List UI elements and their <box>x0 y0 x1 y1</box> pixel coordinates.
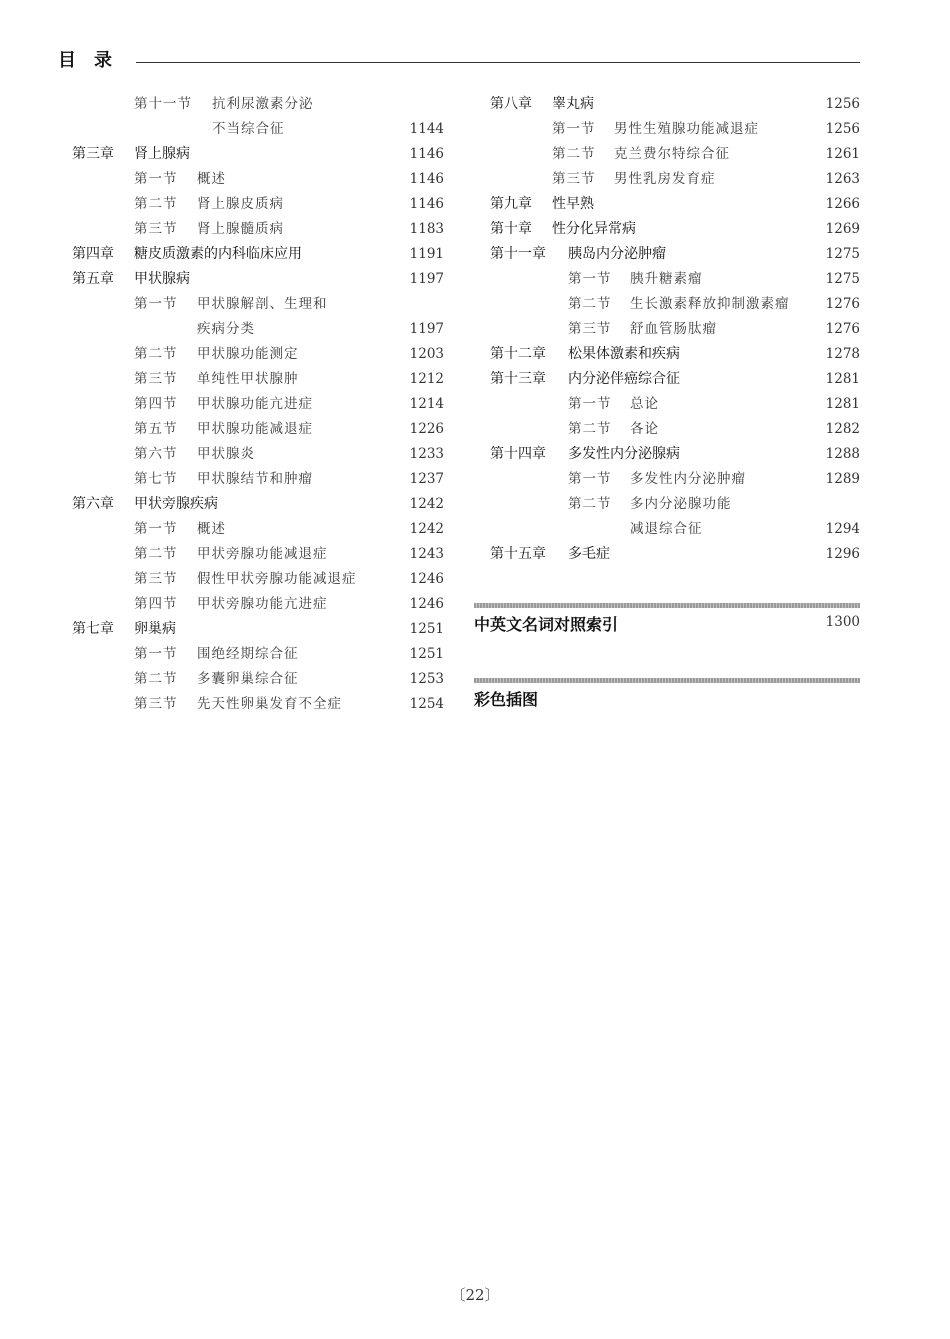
toc-entry-title: 甲状腺解剖、生理和 <box>197 296 328 312</box>
toc-entry-number: 第三章 <box>72 146 114 162</box>
toc-section-entry[interactable] <box>72 692 444 717</box>
toc-entry-number: 第二节 <box>552 146 596 162</box>
toc-entry-title: 甲状腺功能测定 <box>197 346 299 362</box>
toc-entry-title: 甲状旁腺功能减退症 <box>197 546 328 562</box>
toc-entry-number: 第六节 <box>134 446 178 462</box>
toc-entry-page-number: 1275 <box>825 271 860 287</box>
index-page-number: 1300 <box>825 614 860 630</box>
toc-entry-page-number: 1296 <box>825 546 860 562</box>
toc-entry-page-number: 1246 <box>409 596 444 612</box>
toc-entry-title: 疾病分类 <box>197 321 255 337</box>
toc-entry-number: 第三节 <box>134 221 178 237</box>
toc-chapter-entry[interactable] <box>72 267 444 292</box>
toc-entry-number: 第二节 <box>568 296 612 312</box>
toc-entry-page-number: 1266 <box>825 196 860 212</box>
toc-section-entry[interactable] <box>490 167 860 192</box>
toc-entry-number: 第四节 <box>134 596 178 612</box>
toc-entry-title: 甲状腺结节和肿瘤 <box>197 471 313 487</box>
toc-entry-page-number: 1144 <box>409 121 444 137</box>
toc-entry-number: 第十五章 <box>490 546 546 562</box>
toc-entry-title: 卵巢病 <box>134 621 176 637</box>
toc-entry-title: 睾丸病 <box>552 96 594 112</box>
toc-entry-title: 甲状腺功能亢进症 <box>197 396 313 412</box>
toc-chapter-entry[interactable] <box>490 92 860 117</box>
toc-entry-number: 第四章 <box>72 246 114 262</box>
toc-section-entry[interactable] <box>490 467 860 492</box>
toc-entry-page-number: 1261 <box>825 146 860 162</box>
toc-entry-page-number: 1281 <box>825 371 860 387</box>
toc-entry-title: 多囊卵巢综合征 <box>197 671 299 687</box>
toc-section-entry[interactable] <box>72 192 444 217</box>
toc-entry-title: 假性甲状旁腺功能减退症 <box>197 571 357 587</box>
toc-entry-title: 各论 <box>630 421 659 437</box>
footer-page-number: 〔22〕 <box>450 1286 500 1304</box>
toc-entry-title: 多毛症 <box>568 546 610 562</box>
toc-section-entry[interactable] <box>490 142 860 167</box>
toc-section-entry[interactable] <box>490 267 860 292</box>
toc-entry-number: 第八章 <box>490 96 532 112</box>
toc-section-entry[interactable] <box>72 542 444 567</box>
toc-entry-number: 第三节 <box>134 371 178 387</box>
toc-entry-page-number: 1183 <box>409 221 444 237</box>
toc-entry-number: 第六章 <box>72 496 114 512</box>
toc-entry-page-number: 1256 <box>825 121 860 137</box>
toc-entry-number: 第十四章 <box>490 446 546 462</box>
toc-chapter-entry[interactable] <box>490 192 860 217</box>
toc-entry-page-number: 1191 <box>409 246 444 262</box>
toc-chapter-entry[interactable] <box>72 142 444 167</box>
toc-entry-title: 舒血管肠肽瘤 <box>630 321 717 337</box>
toc-section-entry[interactable] <box>72 342 444 367</box>
toc-entry-title: 松果体激素和疾病 <box>568 346 680 362</box>
toc-entry-title: 男性生殖腺功能减退症 <box>614 121 759 137</box>
header-title: 目 录 <box>58 50 112 71</box>
toc-entry-page-number: 1146 <box>409 146 444 162</box>
toc-entry-title: 性早熟 <box>552 196 594 212</box>
toc-entry-page-number: 1294 <box>825 521 860 537</box>
toc-entry-number: 第九章 <box>490 196 532 212</box>
toc-entry-number: 第三节 <box>134 571 178 587</box>
toc-entry-page-number: 1253 <box>409 671 444 687</box>
toc-entry-number: 第一节 <box>134 296 178 312</box>
toc-entry-title: 胰岛内分泌肿瘤 <box>568 246 666 262</box>
toc-section-entry[interactable] <box>72 667 444 692</box>
toc-section-entry[interactable] <box>490 392 860 417</box>
toc-entry-number: 第二节 <box>568 496 612 512</box>
toc-entry-page-number: 1263 <box>825 171 860 187</box>
toc-entry-number: 第一节 <box>568 471 612 487</box>
toc-section-entry[interactable] <box>490 317 860 342</box>
toc-entry-number: 第五章 <box>72 271 114 287</box>
toc-entry-number: 第五节 <box>134 421 178 437</box>
toc-section-entry[interactable] <box>490 292 860 317</box>
index-divider <box>474 603 860 608</box>
toc-entry-page-number: 1197 <box>409 271 444 287</box>
toc-right-column <box>490 92 860 567</box>
toc-entry-continuation[interactable] <box>72 317 444 342</box>
toc-entry-number: 第十一节 <box>134 96 192 112</box>
toc-entry-title: 不当综合征 <box>212 121 285 137</box>
toc-section-entry[interactable] <box>490 117 860 142</box>
toc-chapter-entry[interactable] <box>490 217 860 242</box>
toc-entry-title: 甲状腺功能减退症 <box>197 421 313 437</box>
toc-entry-number: 第十一章 <box>490 246 546 262</box>
toc-entry-title: 肾上腺病 <box>134 146 190 162</box>
toc-chapter-entry[interactable] <box>72 492 444 517</box>
toc-entry-title: 肾上腺髓质病 <box>197 221 284 237</box>
toc-entry-page-number: 1146 <box>409 196 444 212</box>
toc-entry-continuation[interactable] <box>72 117 444 142</box>
toc-entry-number: 第二节 <box>134 546 178 562</box>
toc-chapter-entry[interactable] <box>490 542 860 567</box>
toc-entry-page-number: 1233 <box>409 446 444 462</box>
index-title[interactable]: 中英文名词对照索引 <box>474 615 619 634</box>
toc-section-entry[interactable] <box>72 392 444 417</box>
toc-entry-title: 克兰费尔特综合征 <box>614 146 730 162</box>
toc-section-entry[interactable] <box>72 567 444 592</box>
toc-entry-page-number: 1251 <box>409 646 444 662</box>
toc-entry-page-number: 1242 <box>409 496 444 512</box>
toc-section-entry[interactable] <box>72 442 444 467</box>
toc-entry-page-number: 1214 <box>409 396 444 412</box>
toc-chapter-entry[interactable] <box>490 367 860 392</box>
toc-entry-number: 第一节 <box>134 646 178 662</box>
toc-section-entry[interactable] <box>72 467 444 492</box>
toc-entry-number: 第四节 <box>134 396 178 412</box>
toc-entry-page-number: 1197 <box>409 321 444 337</box>
toc-section-entry[interactable] <box>72 417 444 442</box>
toc-entry-page-number: 1254 <box>409 696 444 712</box>
toc-entry-title: 甲状腺病 <box>134 271 190 287</box>
toc-entry-number: 第一节 <box>134 171 178 187</box>
toc-entry-title: 内分泌伴癌综合征 <box>568 371 680 387</box>
header-rule <box>136 62 860 63</box>
toc-entry-title: 抗利尿激素分泌 <box>212 96 314 112</box>
toc-section-entry[interactable] <box>72 592 444 617</box>
toc-section-entry[interactable] <box>72 642 444 667</box>
toc-entry-title: 总论 <box>630 396 659 412</box>
toc-entry-number: 第七节 <box>134 471 178 487</box>
toc-entry-page-number: 1282 <box>825 421 860 437</box>
toc-entry-number: 第三节 <box>568 321 612 337</box>
toc-entry-page-number: 1243 <box>409 546 444 562</box>
toc-entry-title: 男性乳房发育症 <box>614 171 716 187</box>
toc-entry-title: 多发性内分泌肿瘤 <box>630 471 746 487</box>
toc-section-entry[interactable] <box>72 167 444 192</box>
toc-entry-number: 第三节 <box>552 171 596 187</box>
toc-left-column <box>72 92 444 717</box>
toc-entry-page-number: 1275 <box>825 246 860 262</box>
toc-entry-page-number: 1226 <box>409 421 444 437</box>
toc-entry-number: 第七章 <box>72 621 114 637</box>
toc-entry-continuation[interactable] <box>490 517 860 542</box>
toc-entry-page-number: 1281 <box>825 396 860 412</box>
toc-entry-title: 性分化异常病 <box>552 221 636 237</box>
toc-section-entry[interactable] <box>72 367 444 392</box>
toc-entry-title: 概述 <box>197 171 226 187</box>
toc-entry-page-number: 1276 <box>825 321 860 337</box>
toc-entry-page-number: 1269 <box>825 221 860 237</box>
toc-entry-number: 第一节 <box>134 521 178 537</box>
toc-entry-page-number: 1256 <box>825 96 860 112</box>
color-plates-title[interactable]: 彩色插图 <box>474 690 539 709</box>
toc-entry-page-number: 1203 <box>409 346 444 362</box>
toc-entry-page-number: 1242 <box>409 521 444 537</box>
toc-entry-page-number: 1237 <box>409 471 444 487</box>
toc-entry-title: 概述 <box>197 521 226 537</box>
toc-entry-number: 第二节 <box>134 671 178 687</box>
toc-entry-page-number: 1276 <box>825 296 860 312</box>
toc-entry-title: 多内分泌腺功能 <box>630 496 732 512</box>
toc-section-entry[interactable] <box>490 417 860 442</box>
toc-entry-title: 多发性内分泌腺病 <box>568 446 680 462</box>
toc-entry-title: 围绝经期综合征 <box>197 646 299 662</box>
toc-entry-title: 甲状腺炎 <box>197 446 255 462</box>
toc-entry-title: 肾上腺皮质病 <box>197 196 284 212</box>
toc-entry-page-number: 1278 <box>825 346 860 362</box>
toc-entry-number: 第二节 <box>134 346 178 362</box>
toc-entry-number: 第一节 <box>568 271 612 287</box>
toc-entry-page-number: 1246 <box>409 571 444 587</box>
page-header <box>58 50 860 74</box>
toc-section-entry[interactable] <box>72 292 444 317</box>
toc-entry-number: 第一节 <box>552 121 596 137</box>
toc-chapter-entry[interactable] <box>490 242 860 267</box>
toc-entry-number: 第一节 <box>568 396 612 412</box>
toc-entry-page-number: 1251 <box>409 621 444 637</box>
toc-entry-title: 先天性卵巢发育不全症 <box>197 696 342 712</box>
toc-section-entry[interactable] <box>72 92 444 117</box>
toc-entry-title: 胰升糖素瘤 <box>630 271 703 287</box>
toc-entry-page-number: 1288 <box>825 446 860 462</box>
toc-section-entry[interactable] <box>490 492 860 517</box>
toc-chapter-entry[interactable] <box>72 242 444 267</box>
toc-entry-number: 第三节 <box>134 696 178 712</box>
toc-entry-title: 甲状旁腺疾病 <box>134 496 218 512</box>
toc-entry-title: 生长激素释放抑制激素瘤 <box>630 296 790 312</box>
plates-divider <box>474 678 860 683</box>
toc-entry-title: 糖皮质激素的内科临床应用 <box>134 246 302 262</box>
toc-entry-number: 第二节 <box>134 196 178 212</box>
toc-entry-number: 第十三章 <box>490 371 546 387</box>
toc-section-entry[interactable] <box>72 217 444 242</box>
toc-entry-number: 第二节 <box>568 421 612 437</box>
toc-entry-number: 第十二章 <box>490 346 546 362</box>
toc-entry-page-number: 1146 <box>409 171 444 187</box>
toc-chapter-entry[interactable] <box>72 617 444 642</box>
toc-entry-number: 第十章 <box>490 221 532 237</box>
toc-entry-page-number: 1289 <box>825 471 860 487</box>
toc-entry-title: 单纯性甲状腺肿 <box>197 371 299 387</box>
toc-chapter-entry[interactable] <box>490 342 860 367</box>
toc-entry-title: 甲状旁腺功能亢进症 <box>197 596 328 612</box>
toc-entry-page-number: 1212 <box>409 371 444 387</box>
toc-entry-title: 减退综合征 <box>630 521 703 537</box>
toc-chapter-entry[interactable] <box>490 442 860 467</box>
toc-section-entry[interactable] <box>72 517 444 542</box>
